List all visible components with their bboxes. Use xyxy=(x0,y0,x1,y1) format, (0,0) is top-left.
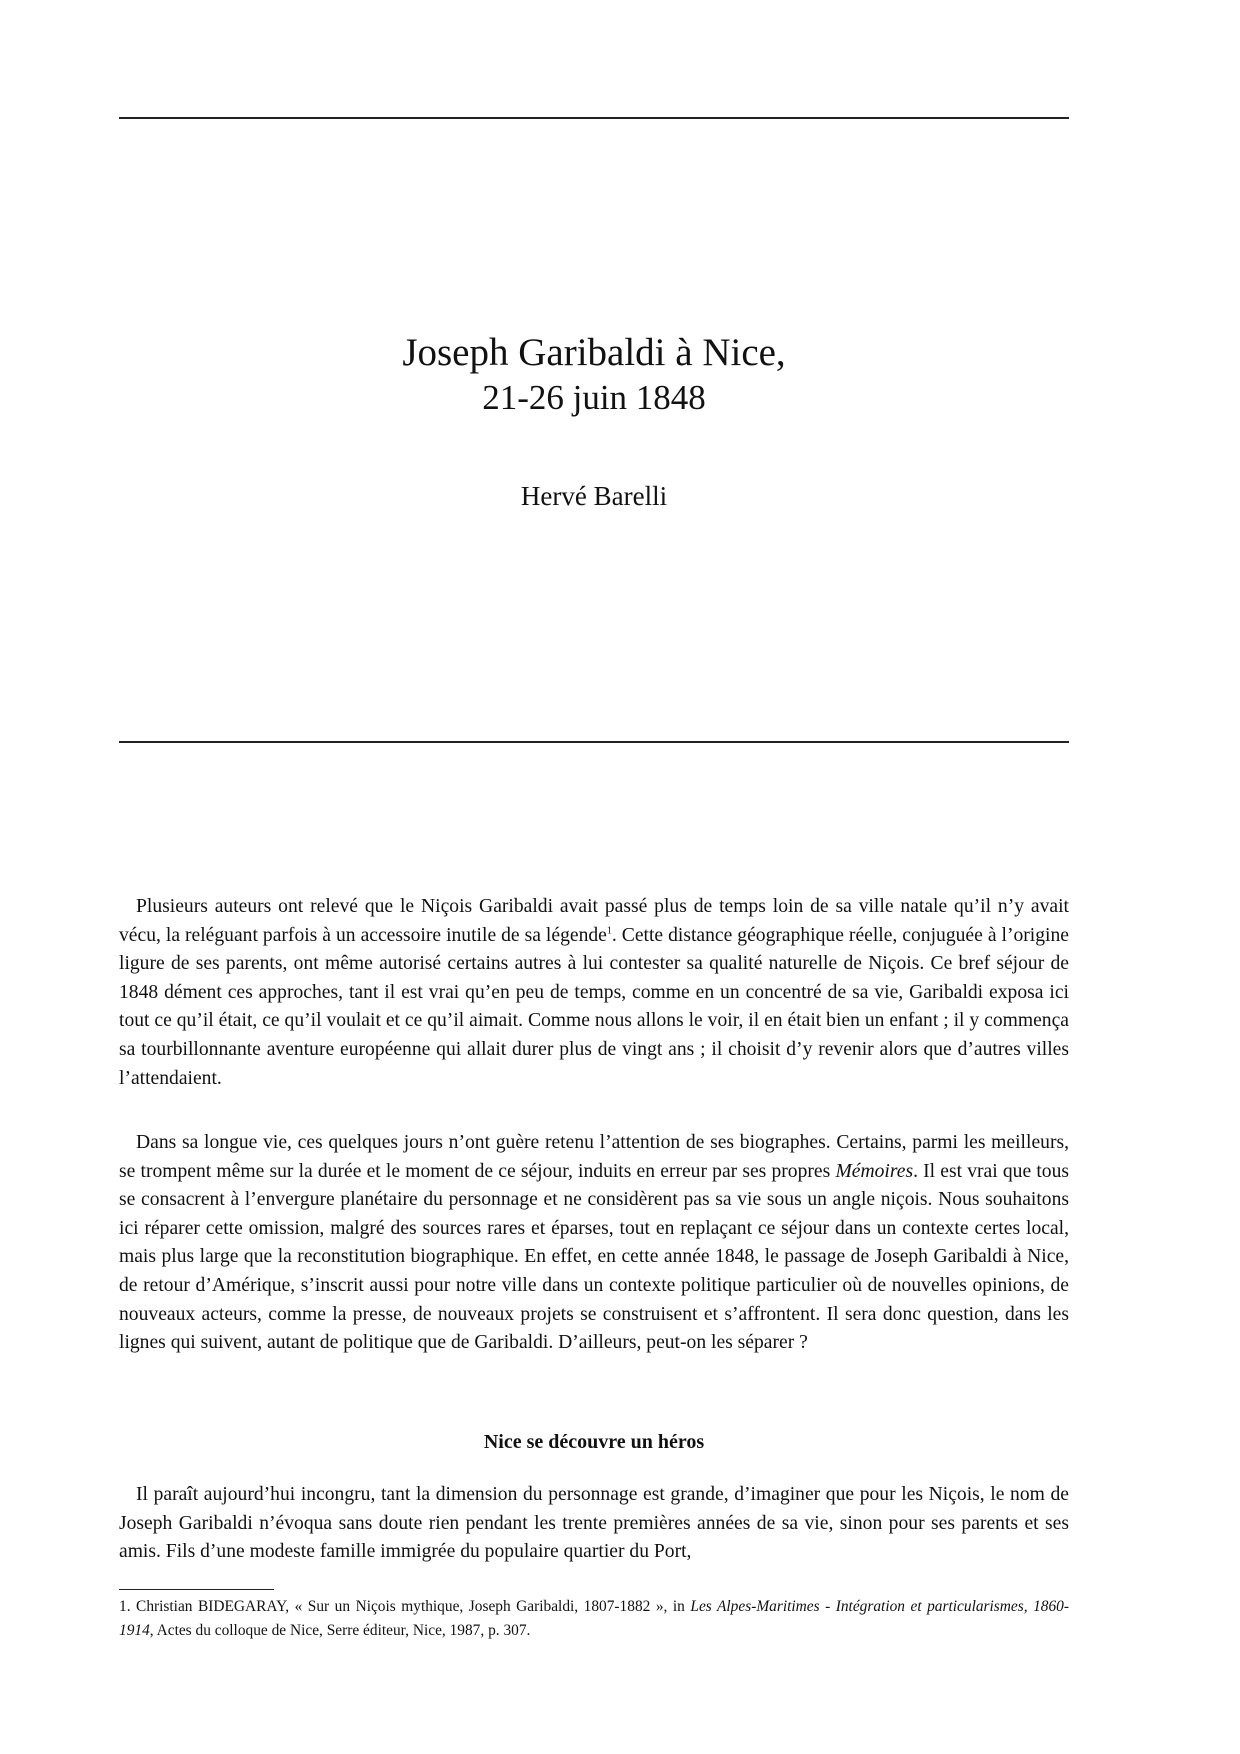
footnote-text-b: , Actes du colloque de Nice, Serre éditeur, Nice, 1987, p. 307. xyxy=(149,1622,531,1639)
paragraph-2-text-b: . Il est vrai que tous se consacrent à l’envergure planétaire du personnage et ne considèrent pas sa vie sous un angle niçois. Nous souhaitons ici réparer cette omission, malgré des sources rares et éparses, tout en replaçant ce séjour dans un contexte certes local, mais plus large que la reconstitution biographique. En effet, en cette année 1848, le passage de Joseph Garibaldi à Nice, de retour d’Amérique, s’inscrit aussi pour notre ville dans un contexte politique particulier où de nouvelles opinions, de nouveaux acteurs, comme la presse, de nouveaux projets se construisent et s’affrontent. Il sera donc question, dans les lignes qui suivent, autant de politique que de Garibaldi. D’ailleurs, peut-on les séparer ? xyxy=(119,1160,1070,1354)
paragraph-1-text-b: . Cette distance géographique réelle, conjuguée à l’origine ligure de ses parents, ont même autorisé certains autres à lui contester sa qualité naturelle de Niçois. Ce bref séjour de 1848 dément ces approches, tant il est vrai qu’en peu de temps, comme en un concentré de sa vie, Garibaldi exposa ici tout ce qu’il était, ce qu’il voulait et ce qu’il aimait. Comme nous allons le voir, il en était bien un enfant ; il y commença sa tourbillonnante aventure européenne qui allait durer plus de vingt ans ; il choisit d’y revenir alors que d’autres villes l’attendaient. xyxy=(119,924,1069,1089)
footnote-separator xyxy=(119,1589,274,1590)
top-rule xyxy=(119,117,1069,119)
title-line-1: Joseph Garibaldi à Nice, xyxy=(402,331,786,374)
middle-rule xyxy=(119,741,1069,743)
footnote-text-a: Christian BIDEGARAY, « Sur un Niçois mythique, Joseph Garibaldi, 1807-1882 », in xyxy=(130,1598,691,1615)
paragraph-3 xyxy=(119,1481,1069,1567)
author-name: Hervé Barelli xyxy=(520,481,668,511)
paragraph-1-text-a: Plusieurs auteurs ont relevé que le Niçois Garibaldi avait passé plus de temps loin de sa ville natale qu’il n’y avait vécu, la reléguant parfois à un accessoire inutile de sa légende xyxy=(119,896,1069,946)
footnote-1 xyxy=(119,1595,1069,1643)
paragraph-2 xyxy=(119,1129,1069,1358)
footnote-number: 1. xyxy=(119,1598,131,1615)
article-title xyxy=(119,330,1069,420)
paragraph-3-text: Il paraît aujourd’hui incongru, tant la dimension du personnage est grande, d’imaginer que pour les Niçois, le nom de Joseph Garibaldi n’évoqua sans doute rien pendant les trente premières années de sa vie, sinon pour ses parents et ses amis. Fils d’une modeste famille immigrée du populaire quartier du Port, xyxy=(119,1484,1069,1563)
title-line-2: 21-26 juin 1848 xyxy=(482,378,706,417)
memoires-title: Mémoires xyxy=(835,1160,914,1182)
footnote-reference: 1 xyxy=(606,925,612,937)
section-heading: Nice se découvre un héros xyxy=(483,1431,705,1453)
paragraph-2-text-a: Dans sa longue vie, ces quelques jours n’ont guère retenu l’attention de ses biographes. Certains, parmi les meilleurs, se trompent même sur la durée et le moment de ce séjour, induits en erreur par ses propres xyxy=(119,1132,1069,1182)
footnote-book-title: Les Alpes-Maritimes - Intégration et particularismes, 1860-1914 xyxy=(119,1598,1069,1639)
paragraph-1 xyxy=(119,893,1069,1093)
